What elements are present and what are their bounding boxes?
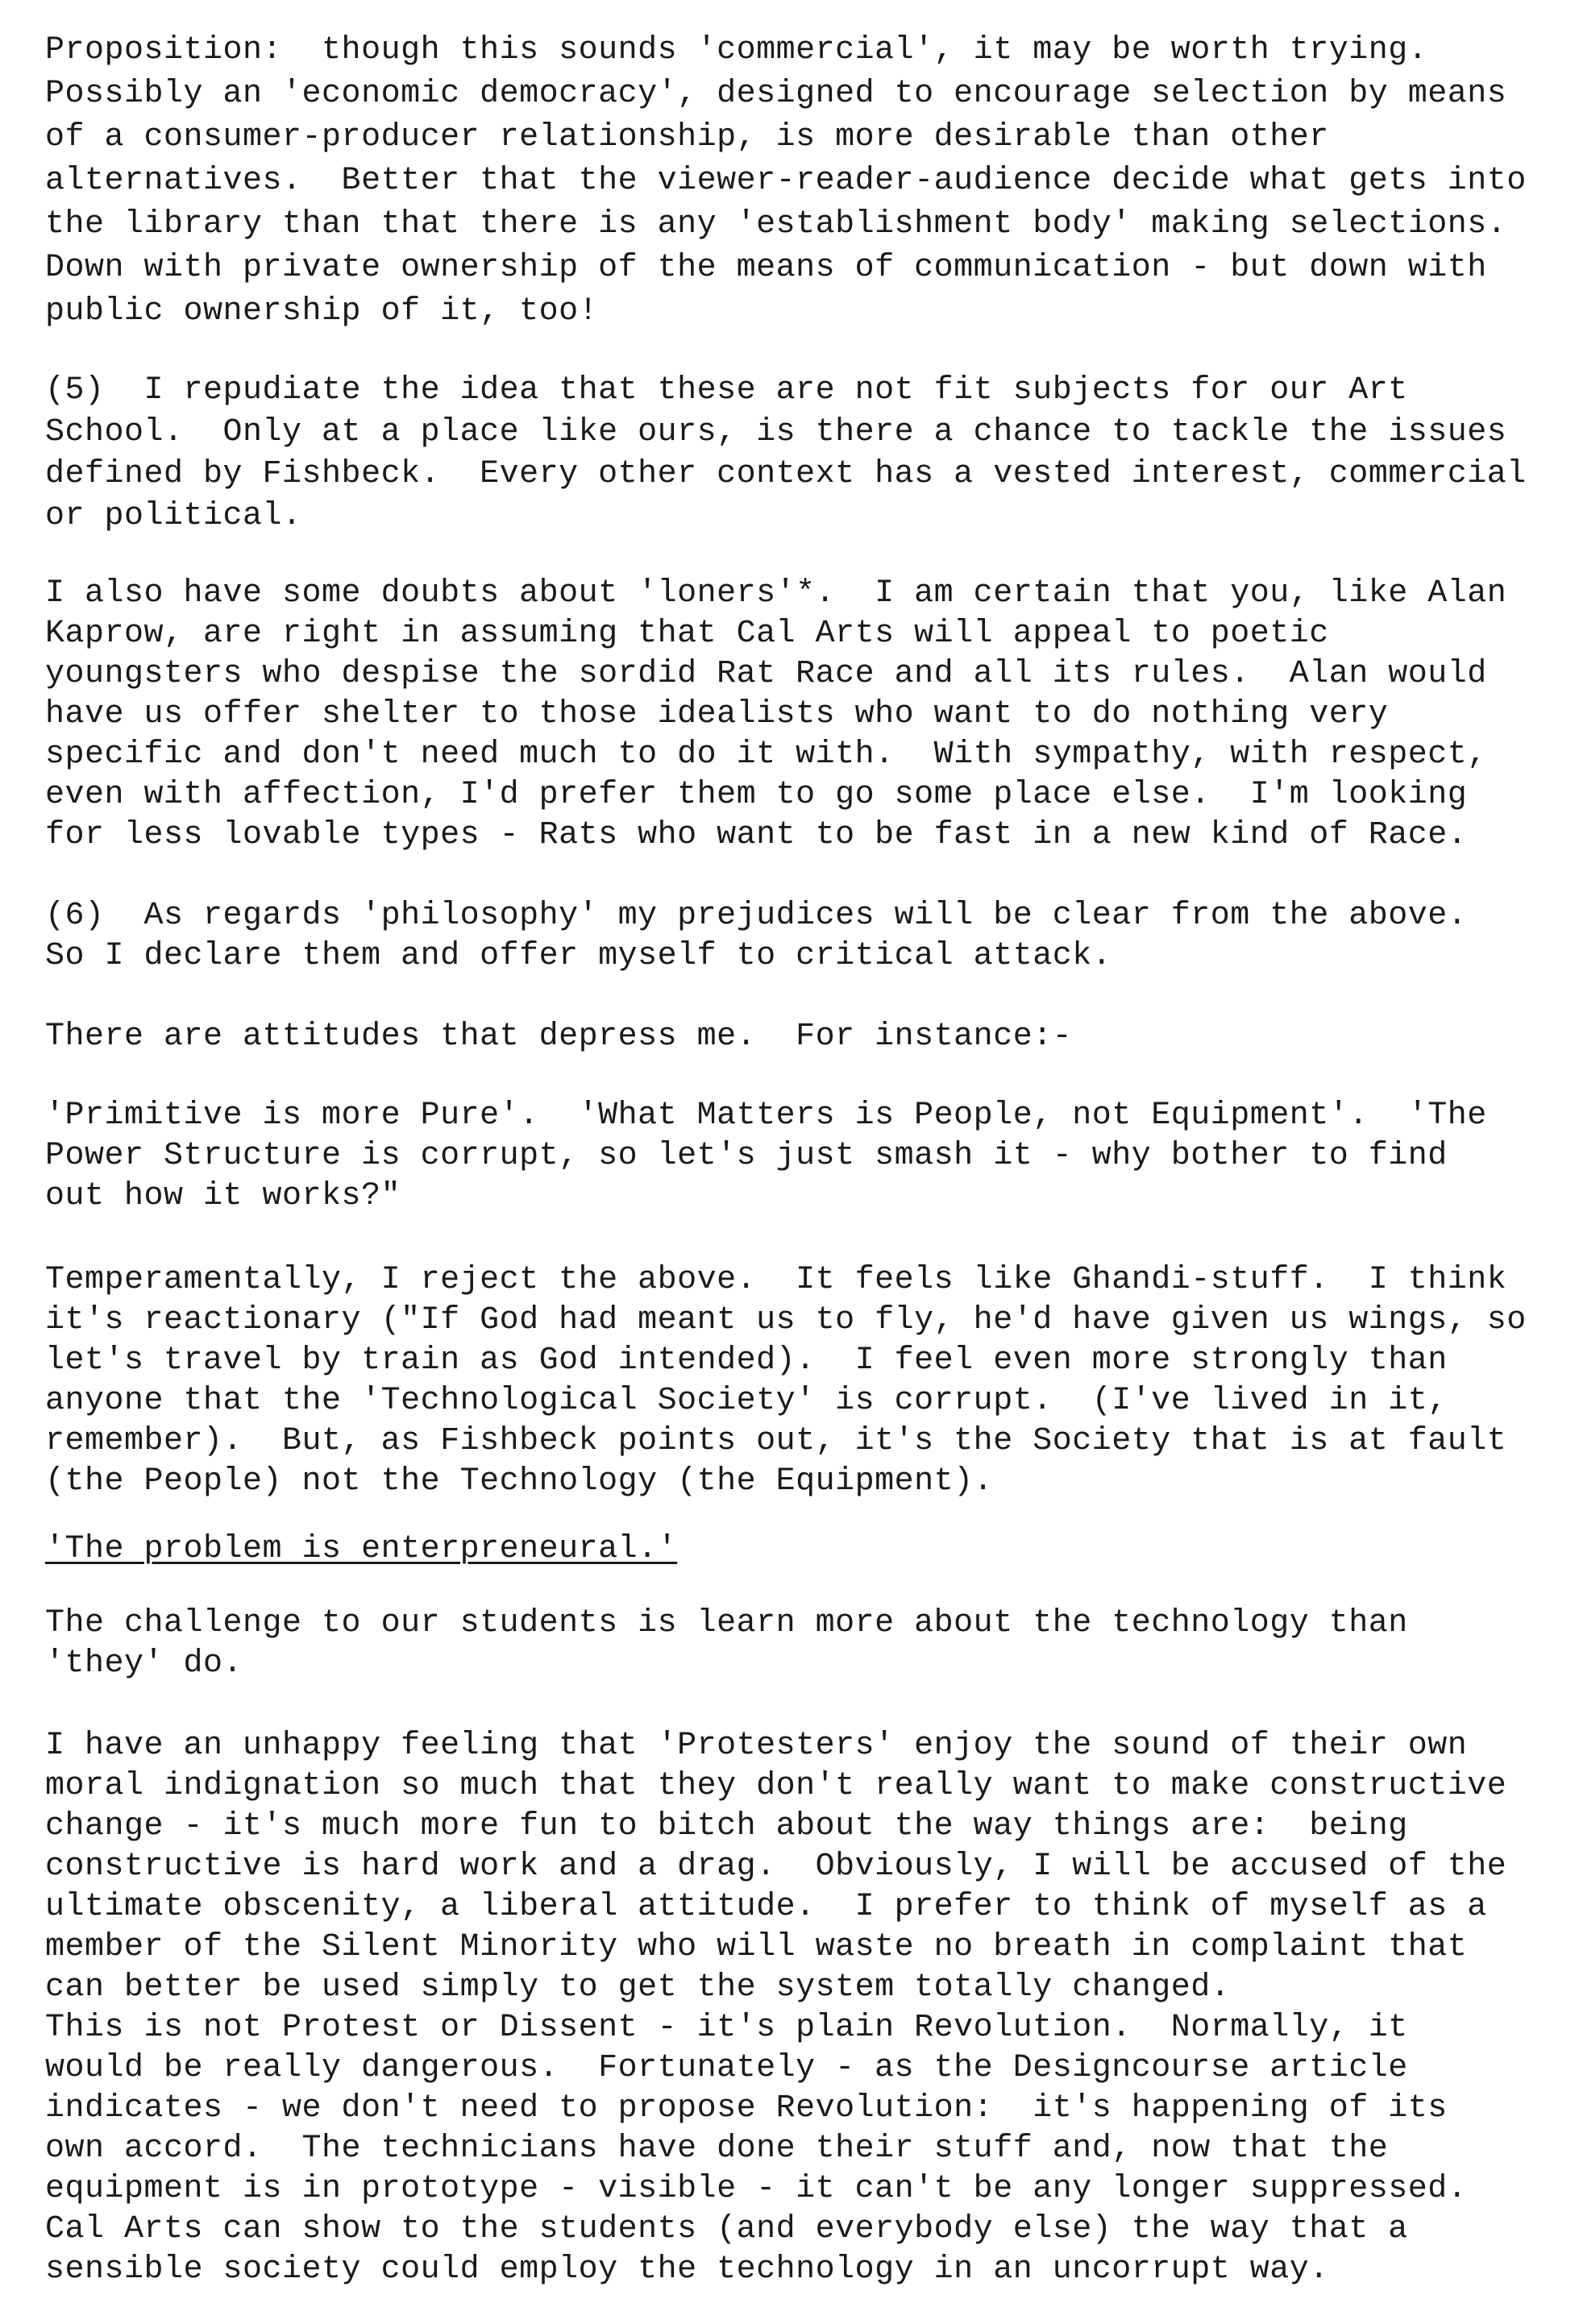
text-line: would be really dangerous. Fortunately - as the Designcourse article: [45, 2050, 1408, 2086]
text-line: of a consumer-producer relationship, is more desirable than other: [45, 119, 1329, 156]
text-line: youngsters who despise the sordid Rat Race and all its rules. Alan would: [45, 656, 1487, 692]
text-line: out how it works?": [45, 1178, 401, 1214]
text-line: remember). But, as Fishbeck points out, it's the Society that is at fault: [45, 1423, 1507, 1459]
text-line: even with affection, I'd prefer them to go some place else. I'm looking: [45, 777, 1468, 813]
text-line: indicates - we don't need to propose Revolution: it's happening of its: [45, 2090, 1448, 2127]
text-line: (the People) not the Technology (the Equipment).: [45, 1463, 994, 1500]
text-line: Cal Arts can show to the students (and everybody else) the way that a: [45, 2211, 1408, 2247]
text-line: anyone that the 'Technological Society' is corrupt. (I've lived in it,: [45, 1383, 1448, 1419]
text-line: or political.: [45, 498, 302, 534]
text-line: The challenge to our students is learn more about the technology than: [45, 1605, 1408, 1641]
text-line: constructive is hard work and a drag. Obviously, I will be accused of the: [45, 1849, 1507, 1885]
text-line: sensible society could employ the technology in an uncorrupt way.: [45, 2251, 1329, 2288]
text-line: I also have some doubts about 'loners'*. I am certain that you, like Alan: [45, 575, 1507, 612]
text-line: School. Only at a place like ours, is there a chance to tackle the issues: [45, 414, 1507, 450]
text-line: moral indignation so much that they don't really want to make constructive: [45, 1768, 1507, 1804]
text-line: public ownership of it, too!: [45, 293, 599, 330]
text-line: change - it's much more fun to bitch about the way things are: being: [45, 1808, 1408, 1845]
text-line: specific and don't need much to do it with. With sympathy, with respect,: [45, 737, 1487, 773]
text-line: alternatives. Better that the viewer-reader-audience decide what gets into: [45, 163, 1527, 199]
text-line: Down with private ownership of the means of communication - but down with: [45, 250, 1487, 286]
text-line: equipment is in prototype - visible - it can't be any longer suppressed.: [45, 2171, 1468, 2207]
text-line: ultimate obscenity, a liberal attitude. I prefer to think of myself as a: [45, 1889, 1487, 1925]
text-line: (5) I repudiate the idea that these are not fit subjects for our Art: [45, 372, 1408, 409]
text-line: member of the Silent Minority who will waste no breath in complaint that: [45, 1929, 1468, 1965]
text-line: defined by Fishbeck. Every other context has a vested interest, commercial: [45, 456, 1527, 492]
text-line: the library than that there is any 'establishment body' making selections.: [45, 206, 1507, 243]
text-line: let's travel by train as God intended). I feel even more strongly than: [45, 1343, 1448, 1379]
text-line: have us offer shelter to those idealists who want to do nothing very: [45, 696, 1389, 732]
text-line: 'they' do.: [45, 1645, 243, 1682]
text-line: can better be used simply to get the system totally changed.: [45, 1969, 1231, 2006]
underlined-quote: 'The problem is enterpreneural.': [45, 1531, 678, 1567]
text-line: There are attitudes that depress me. For instance:-: [45, 1019, 1073, 1055]
text-line: Power Structure is corrupt, so let's just smash it - why bother to find: [45, 1138, 1448, 1174]
text-line: for less lovable types - Rats who want to be fast in a new kind of Race.: [45, 817, 1468, 853]
text-line: own accord. The technicians have done their stuff and, now that the: [45, 2131, 1389, 2167]
text-line: Proposition: though this sounds 'commercial', it may be worth trying.: [45, 32, 1428, 68]
text-line: So I declare them and offer myself to critical attack.: [45, 938, 1112, 974]
text-line: 'Primitive is more Pure'. 'What Matters is People, not Equipment'. 'The: [45, 1098, 1487, 1134]
text-line: Temperamentally, I reject the above. It feels like Ghandi-stuff. I think: [45, 1262, 1507, 1298]
text-line: This is not Protest or Dissent - it's plain Revolution. Normally, it: [45, 2010, 1408, 2046]
text-line: it's reactionary ("If God had meant us to fly, he'd have given us wings, so: [45, 1302, 1527, 1338]
text-line: Kaprow, are right in assuming that Cal Arts will appeal to poetic: [45, 616, 1329, 652]
text-line: (6) As regards 'philosophy' my prejudices will be clear from the above.: [45, 898, 1468, 934]
text-line: I have an unhappy feeling that 'Protesters' enjoy the sound of their own: [45, 1728, 1468, 1764]
text-line: Possibly an 'economic democracy', designed to encourage selection by means: [45, 76, 1507, 112]
